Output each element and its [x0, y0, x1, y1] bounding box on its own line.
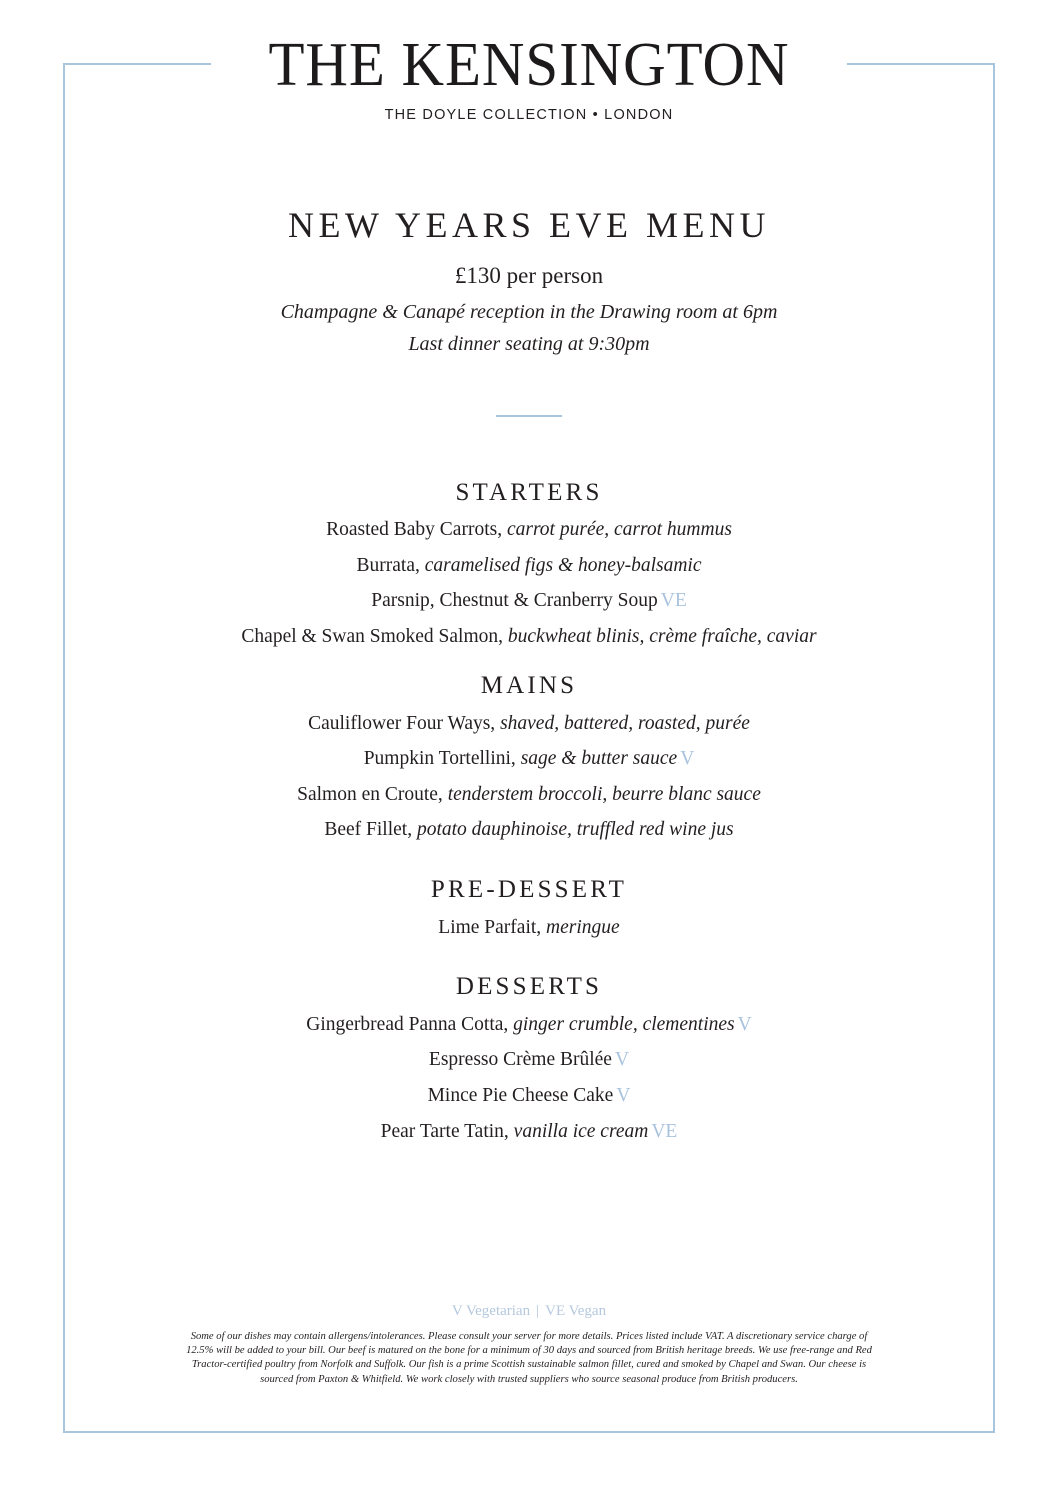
section-heading-desserts: DESSERTS — [455, 973, 603, 1000]
menu-item — [0, 782, 1058, 808]
dish-name: Salmon en Croute, — [297, 784, 443, 805]
dish-description: tenderstem broccoli, beurre blanc sauce — [447, 784, 761, 805]
dish-name: Parsnip, Chestnut & Cranberry Soup — [371, 590, 658, 611]
section-heading-mains: MAINS — [480, 672, 578, 699]
menu-item — [0, 624, 1058, 650]
legend-vegan: VE Vegan — [545, 1303, 607, 1319]
menu-item — [0, 1012, 1058, 1038]
menu-item — [0, 1119, 1058, 1145]
dish-description: buckwheat blinis, crème fraîche, caviar — [507, 626, 817, 647]
dish-name: Cauliflower Four Ways, — [308, 713, 496, 734]
dish-name: Espresso Crème Brûlée — [428, 1049, 612, 1070]
dish-name: Gingerbread Panna Cotta, — [306, 1014, 509, 1035]
brand-logo: THE KENSINGTON — [268, 31, 790, 99]
dietary-tag: V — [614, 1049, 630, 1070]
dish-name: Pear Tarte Tatin, — [380, 1121, 509, 1142]
dish-description: meringue — [546, 917, 620, 938]
dietary-tag: V — [616, 1085, 631, 1106]
menu-item — [0, 711, 1058, 737]
menu-item — [0, 553, 1058, 579]
disclaimer-line: 12.5% will be added to your bill. Our beef is matured on the bone for a minimum of 30 days and sourced from British heritage breeds. We use free-range and Red — [186, 1345, 872, 1357]
menu-item — [0, 915, 1058, 941]
dish-name: Roasted Baby Carrots, — [326, 519, 503, 540]
dish-name: Beef Fillet, — [324, 819, 413, 840]
dish-description: ginger crumble, clementines — [513, 1014, 735, 1035]
menu-item — [0, 517, 1058, 543]
dietary-tag: VE — [651, 1121, 678, 1142]
legend-separator: | — [536, 1303, 540, 1319]
dish-name: Pumpkin Tortellini, — [363, 748, 516, 769]
legend-vegetarian: V Vegetarian — [451, 1303, 531, 1319]
dish-description: potato dauphinoise, truffled red wine jus — [416, 819, 734, 840]
dish-description: sage & butter sauce — [520, 748, 678, 769]
menu-item — [0, 1047, 1058, 1073]
dish-name: Mince Pie Cheese Cake — [427, 1085, 614, 1106]
frame-border-bottom — [63, 1431, 995, 1433]
section-divider — [496, 415, 562, 417]
disclaimer-line: Tractor-certified poultry from Norfolk and Suffolk. Our fish is a prime Scottish sustainable salmon fillet, cured and smoked by Chapel and Swan. Our cheese is — [191, 1359, 867, 1371]
dish-description: carrot purée, carrot hummus — [506, 519, 732, 540]
dish-name: Chapel & Swan Smoked Salmon, — [241, 626, 504, 647]
dish-description: caramelised figs & honey-balsamic — [424, 555, 702, 576]
dish-name: Burrata, — [356, 555, 420, 576]
dietary-legend — [0, 1301, 1058, 1321]
seating-note: Last dinner seating at 9:30pm — [408, 333, 650, 355]
section-heading-pre-dessert: PRE-DESSERT — [430, 876, 628, 903]
menu-price: £130 per person — [454, 263, 604, 288]
reception-note: Champagne & Canapé reception in the Drawing room at 6pm — [280, 301, 778, 323]
brand-subtitle: THE DOYLE COLLECTION • LONDON — [384, 107, 674, 123]
dietary-tag: VE — [660, 590, 687, 611]
menu-item — [0, 588, 1058, 614]
dish-description: vanilla ice cream — [513, 1121, 649, 1142]
menu-title: NEW YEARS EVE MENU — [288, 205, 770, 245]
allergen-disclaimer — [136, 1330, 922, 1387]
section-heading-starters: STARTERS — [455, 479, 603, 506]
disclaimer-line: Some of our dishes may contain allergens/intolerances. Please consult your server for more details. Prices listed include VAT. A discretionary service charge of — [190, 1331, 868, 1342]
menu-item — [0, 746, 1058, 772]
dietary-tag: V — [737, 1014, 752, 1035]
dish-description: shaved, battered, roasted, purée — [500, 713, 750, 734]
menu-item — [0, 1083, 1058, 1109]
dietary-tag: V — [680, 748, 695, 769]
disclaimer-line: sourced from Paxton & Whitfield. We work closely with trusted suppliers who source seasonal produce from British producers. — [260, 1373, 798, 1385]
menu-item — [0, 817, 1058, 843]
dish-name: Lime Parfait, — [438, 917, 542, 938]
